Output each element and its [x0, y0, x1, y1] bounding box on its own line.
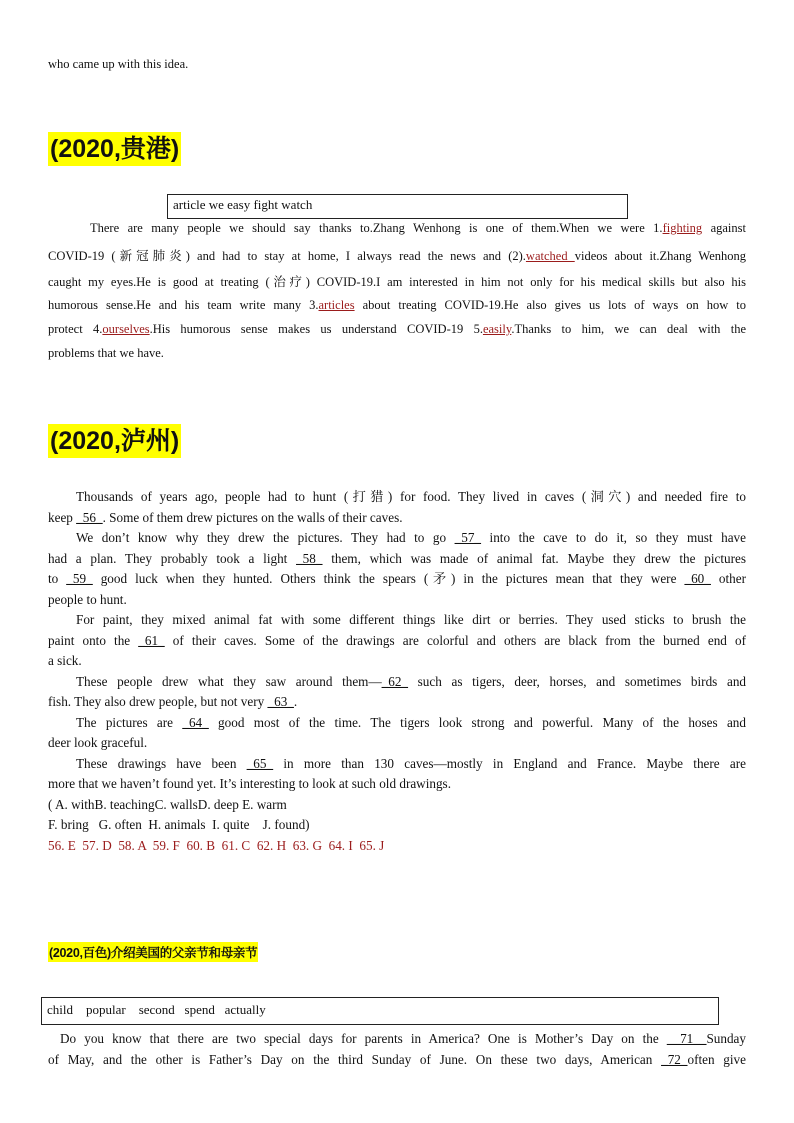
section-title-guigang: (2020,贵港) — [48, 132, 181, 166]
section-title-baise: (2020,百色)介绍美国的父亲节和母亲节 — [48, 942, 258, 962]
passage-line: Do you know that there are two special days for parents in America? One is Mother’s Day on the __71__Sunday — [60, 1031, 746, 1046]
passage-line: to _59_ good luck when they hunted. Others think the spears (矛) in the pictures mean that they were _60_ other — [48, 571, 746, 586]
passage-line: For paint, they mixed animal fat with some different things like dirt or berries. They used sticks to brush the — [76, 612, 746, 627]
passage-line: a sick. — [48, 653, 82, 668]
passage-guigang — [48, 221, 746, 370]
passage-line: COVID-19 (新冠肺炎) and had to stay at home, I always read the news and (2).watched videos about it.Zhang Wenhong — [48, 249, 746, 263]
word-bank-box: child popular second spend actually — [41, 997, 719, 1025]
passage-line: deer look graceful. — [48, 735, 148, 750]
passage-line: humorous sense.He and his team write many 3.articles about treating COVID-19.He also gives us lots of ways on how to — [48, 298, 746, 312]
passage-line: caught my eyes.He is good at treating (治疗) COVID-19.I am interested in him not only for his medical skills but also his — [48, 275, 746, 289]
passage-baise — [48, 1029, 746, 1070]
section-title-luzhou: (2020,泸州) — [48, 424, 181, 458]
passage-line: more that we haven’t found yet. It’s interesting to look at such old drawings. — [48, 776, 451, 791]
passage-line: had a plan. They probably took a light _58_ them, which was made of animal fat. Maybe they drew the pictures — [48, 550, 746, 566]
passage-line: keep _56_. Some of them drew pictures on the walls of their caves. — [48, 509, 403, 525]
passage-line: problems that we have. — [48, 346, 164, 360]
passage-line: protect 4.ourselves.His humorous sense makes us understand COVID-19 5.easily.Thanks to him, we can deal with the — [48, 322, 747, 336]
passage-line: Thousands of years ago, people had to hunt (打猎) for food. They lived in caves (洞穴) and needed fire to — [76, 489, 746, 504]
options-line-2: F. bring G. often H. animals I. quite J. found) — [48, 817, 310, 832]
passage-line: people to hunt. — [48, 591, 127, 607]
carryover-line: who came up with this idea. — [48, 57, 189, 71]
passage-line: These people drew what they saw around them—_62_ such as tigers, deer, horses, and sometimes birds and — [76, 673, 747, 689]
passage-line: We don’t know why they drew the pictures. They had to go _57_ into the cave to do it, so they must have — [76, 530, 747, 545]
passage-line: paint onto the _61_ of their caves. Some of the drawings are colorful and others are black from the burned end of — [48, 632, 746, 648]
passage-line: There are many people we should say thanks to.Zhang Wenhong is one of them.When we were 1.fighting against — [90, 221, 746, 235]
passage-line: These drawings have been _65_ in more than 130 caves—mostly in England and France. Maybe there are — [76, 755, 747, 771]
passage-line: of May, and the other is Father’s Day on the third Sunday of June. On these two days, American _72_often give — [48, 1051, 746, 1067]
passage-luzhou — [48, 487, 746, 856]
passage-line: The pictures are _64_ good most of the time. The tigers look strong and powerful. Many of the hoses and — [76, 714, 746, 730]
passage-line: fish. They also drew people, but not very _63_. — [48, 694, 298, 709]
word-bank-box: article we easy fight watch — [167, 194, 628, 219]
answer-key: 56. E 57. D 58. A 59. F 60. B 61. C 62. H 63. G 64. I 65. J — [48, 837, 385, 853]
options-line-1: ( A. withB. teachingC. wallsD. deep E. warm — [48, 796, 287, 812]
